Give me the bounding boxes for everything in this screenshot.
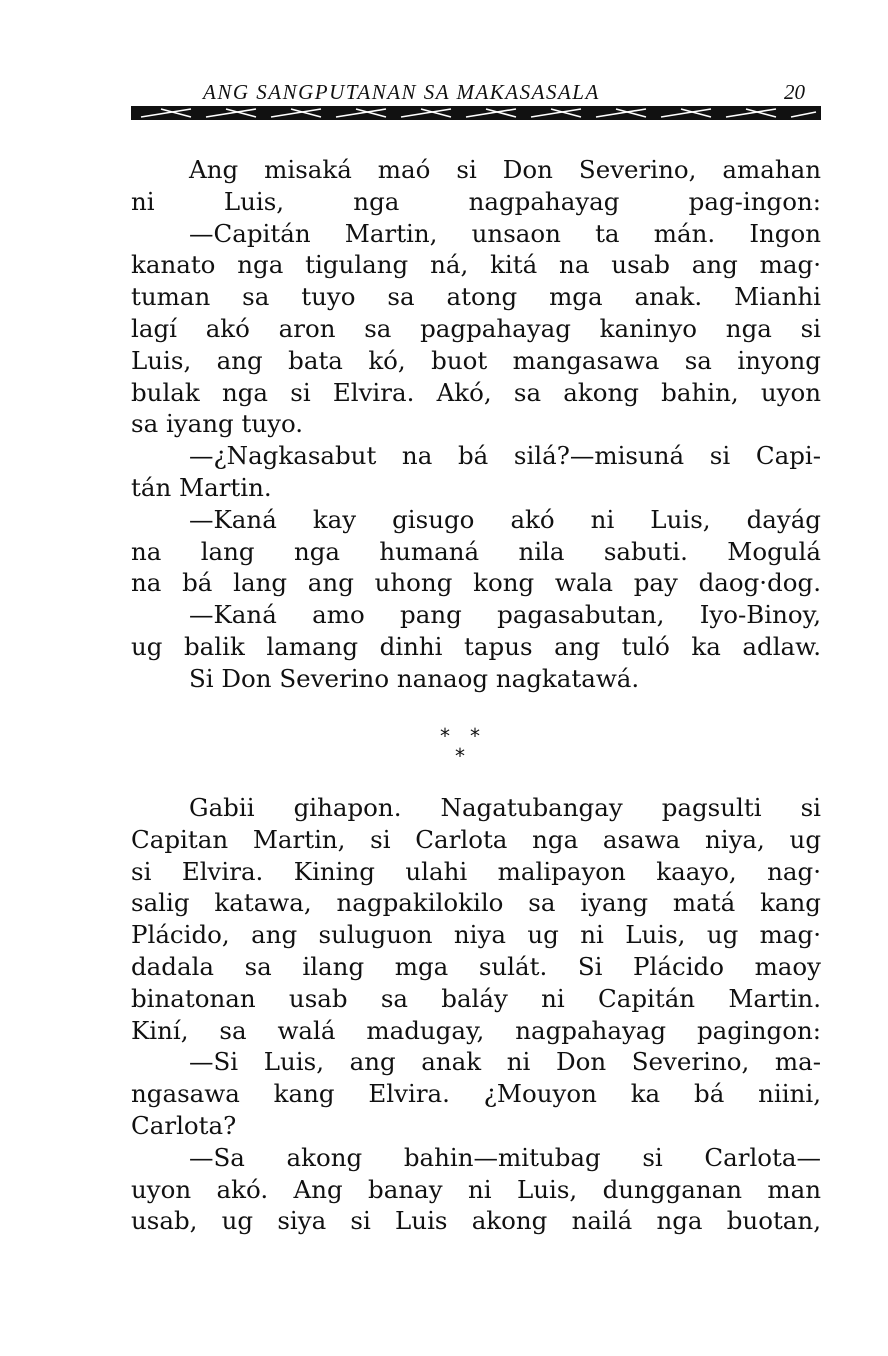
text-line: tán Martin. — [131, 472, 272, 502]
text-line: na bá lang ang uhong kong wala pay daog·dog. — [131, 568, 821, 598]
asterism-star: * — [440, 724, 450, 748]
text-line: ug balik lamang dinhi tapus ang tuló ka adlaw. — [131, 631, 821, 661]
asterism-star: * — [455, 744, 465, 768]
text-line: uyon akó. Ang banay ni Luis, dungganan man — [131, 1174, 821, 1204]
text-line: na lang nga humaná nila sabuti. Mogulá — [131, 536, 821, 566]
text-line: Luis, ang bata kó, buot mangasawa sa inyong — [131, 345, 821, 375]
text-line: Si Don Severino nanaog nagkatawá. — [189, 663, 640, 693]
text-line: bulak nga si Elvira. Akó, sa akong bahin, uyon — [131, 377, 821, 407]
text-line: Kiní, sa walá madugay, nagpahayag pagingon: — [131, 1015, 821, 1045]
text-line: —Si Luis, ang anak ni Don Severino, ma- — [189, 1047, 821, 1077]
page-header — [131, 76, 821, 106]
running-title: ANG SANGPUTANAN SA MAKASASALA — [203, 80, 600, 104]
text-line: binatonan usab sa baláy ni Capitán Martin. — [131, 983, 821, 1013]
text-line: —¿Nagkasabut na bá silá?—misuná si Capi- — [189, 441, 821, 471]
text-line: —Capitán Martin, unsaon ta mán. Ingon — [189, 218, 821, 248]
text-line: dadala sa ilang mga sulát. Si Plácido maoy — [131, 951, 821, 981]
text-line: ngasawa kang Elvira. ¿Mouyon ka bá niini, — [131, 1079, 821, 1109]
text-line: usab, ug siya si Luis akong nailá nga buotan, — [131, 1206, 821, 1236]
text-line: —Sa akong bahin—mitubag si Carlota— — [189, 1142, 821, 1172]
text-line: sa iyang tuyo. — [131, 409, 304, 439]
text-line: Carlota? — [131, 1110, 237, 1140]
text-line: —Kaná kay gisugo akó ni Luis, dayág — [189, 504, 821, 534]
text-line: lagí akó aron sa pagpahayag kaninyo nga si — [131, 313, 821, 343]
asterism-star: * — [470, 724, 480, 748]
text-line: tuman sa tuyo sa atong mga anak. Mianhi — [131, 282, 821, 312]
text-line: Capitan Martin, si Carlota nga asawa niya, ug — [131, 824, 821, 854]
page-number: 20 — [784, 80, 805, 104]
text-line: kanato nga tigulang ná, kitá na usab ang mag· — [131, 250, 821, 280]
text-line: —Kaná amo pang pagasabutan, Iyo-Binoy, — [189, 600, 821, 630]
text-line: Gabii gihapon. Nagatubangay pagsulti si — [189, 793, 821, 822]
text-line: ni Luis, nga nagpahayag pag-ingon: — [131, 186, 821, 216]
section-break-asterism — [430, 724, 490, 774]
ornamental-rule — [131, 106, 821, 120]
section-1-text — [131, 154, 821, 695]
text-line: salig katawa, nagpakilokilo sa iyang matá kang — [131, 888, 821, 918]
text-line: Plácido, ang suluguon niya ug ni Luis, ug mag· — [131, 920, 821, 950]
text-line: si Elvira. Kining ulahi malipayon kaayo, nag· — [131, 856, 821, 886]
text-line: Ang misaká maó si Don Severino, amahan — [189, 155, 821, 184]
section-2-text — [131, 792, 821, 1237]
